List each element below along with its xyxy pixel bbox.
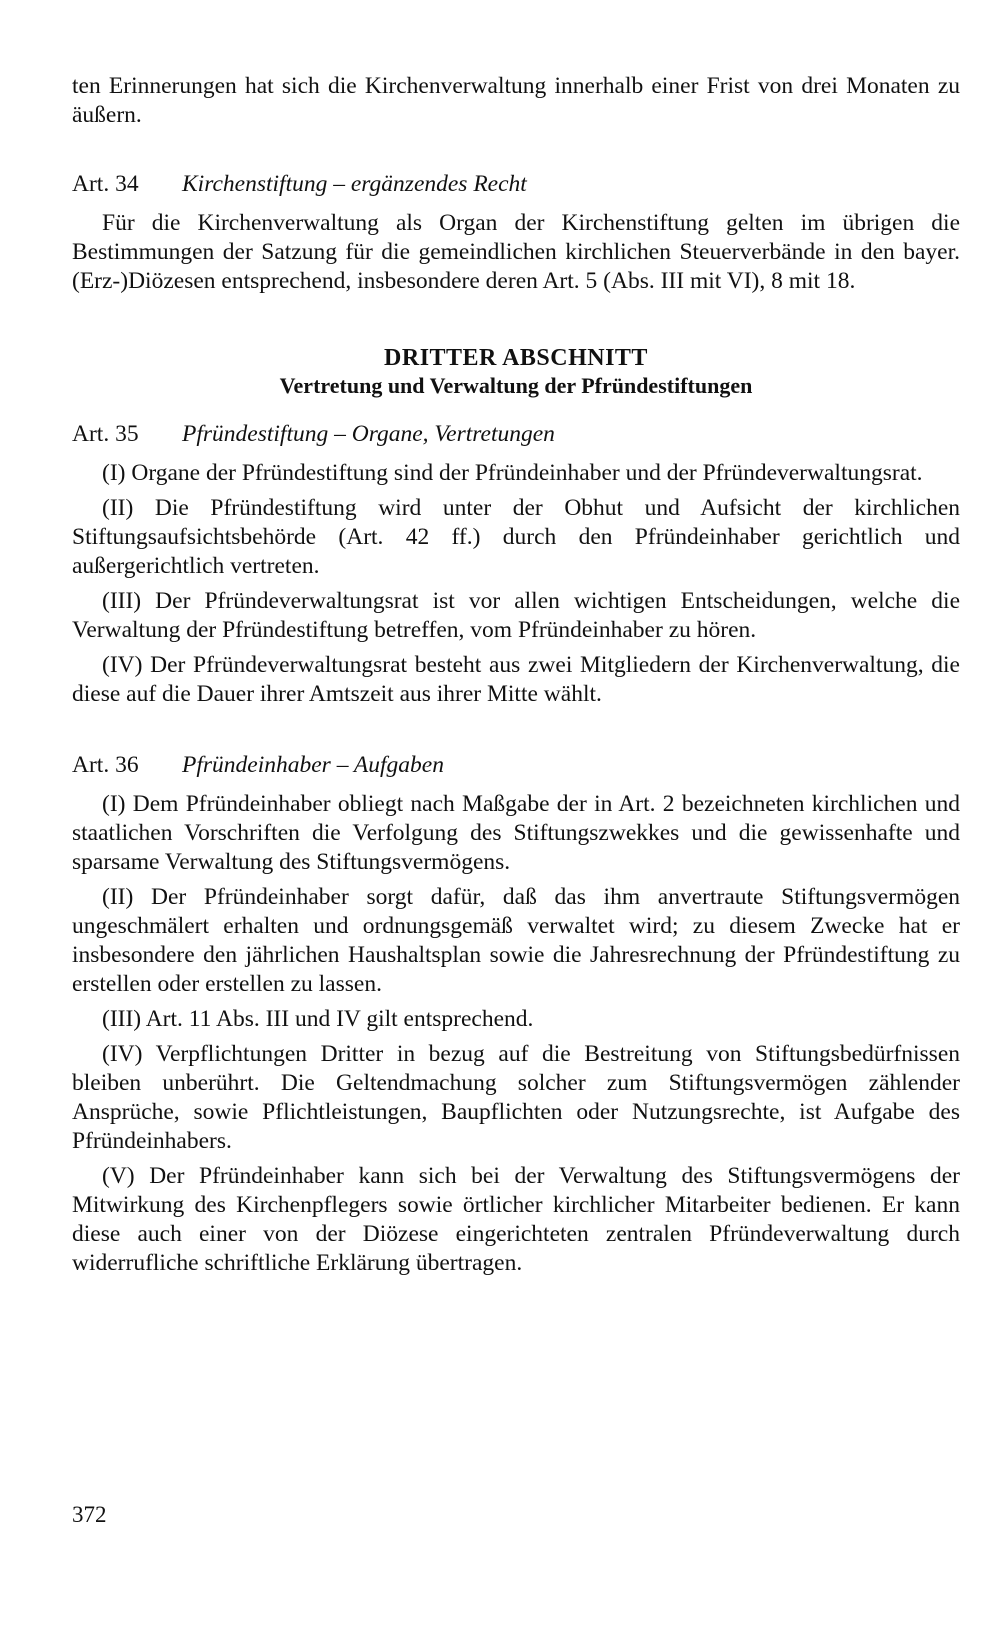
art36-heading bbox=[72, 751, 960, 780]
art36-para-4: (IV) Verpflichtungen Dritter in bezug auf die Bestreitung von Stiftungsbedürfnissen bleiben unberührt. Die Geltendmachung solcher zum Stiftungsvermögen zählender Ansprüche, sowie Pflichtleistungen, Baupflichten oder Nutzungsrechte, ist Aufgabe des Pfründeinhabers. bbox=[72, 1041, 960, 1154]
section-heading bbox=[72, 344, 960, 400]
page-body bbox=[72, 72, 960, 1278]
section-subtitle: Vertretung und Verwaltung der Pfründestiftungen bbox=[279, 373, 753, 398]
intro-paragraph: ten Erinnerungen hat sich die Kirchenverwaltung innerhalb einer Frist von drei Monaten zu äußern. bbox=[72, 73, 960, 128]
art35-heading bbox=[72, 420, 960, 449]
art36-para-1: (I) Dem Pfründeinhaber obliegt nach Maßgabe der in Art. 2 bezeichneten kirchlichen und staatlichen Vorschriften die Verfolgung des Stiftungszwekkes und die gewissenhafte und sparsame Verwaltung des Stiftungsvermögens. bbox=[72, 791, 960, 875]
art34-paragraph: Für die Kirchenverwaltung als Organ der Kirchenstiftung gelten im übrigen die Bestimmungen der Satzung für die gemeindlichen kirchlichen Steuerverbände in den bayer. (Erz-)Diözesen entsprechend, insbesondere deren Art. 5 (Abs. III mit VI), 8 mit 18. bbox=[72, 210, 960, 294]
art36-para-5: (V) Der Pfründeinhaber kann sich bei der Verwaltung des Stiftungsvermögens der Mitwirkung des Kirchenpflegers sowie örtlicher kirchlicher Mitarbeiter bedienen. Er kann diese auch einer von der Diözese eingerichteten zentralen Pfründeverwaltung durch widerrufliche schriftliche Erklärung übertragen. bbox=[72, 1163, 960, 1276]
page-number: 372 bbox=[72, 1502, 107, 1527]
art35-para-2: (II) Die Pfründestiftung wird unter der Obhut und Aufsicht der kirchlichen Stiftungsaufsichtsbehörde (Art. 42 ff.) durch den Pfründeinhaber gerichtlich und außergerichtlich vertreten. bbox=[72, 495, 960, 579]
art35-para-3: (III) Der Pfründeverwaltungsrat ist vor allen wichtigen Entscheidungen, welche die Verwaltung der Pfründestiftung betreffen, vom Pfründeinhaber zu hören. bbox=[72, 588, 960, 643]
art34-heading bbox=[72, 170, 960, 199]
art35-para-1: (I) Organe der Pfründestiftung sind der Pfründeinhaber und der Pfründeverwaltungsrat. bbox=[102, 460, 923, 486]
art36-para-3: (III) Art. 11 Abs. III und IV gilt entsprechend. bbox=[102, 1006, 534, 1032]
art34-number: Art. 34 bbox=[72, 171, 139, 197]
art36-title: Pfründeinhaber – Aufgaben bbox=[182, 752, 444, 778]
art35-para-4: (IV) Der Pfründeverwaltungsrat besteht aus zwei Mitgliedern der Kirchenverwaltung, die diese auf die Dauer ihrer Amtszeit aus ihrer Mitte wählt. bbox=[72, 652, 960, 707]
art36-number: Art. 36 bbox=[72, 752, 139, 778]
section-title: DRITTER ABSCHNITT bbox=[384, 345, 648, 371]
art36-para-2: (II) Der Pfründeinhaber sorgt dafür, daß das ihm anvertraute Stiftungsvermögen ungeschmälert erhalten und ordnungsgemäß verwaltet wird; zu diesem Zwecke hat er insbesondere den jährlichen Haushaltsplan sowie die Jahresrechnung der Pfründestiftung zu erstellen oder erstellen zu lassen. bbox=[72, 884, 960, 997]
art35-title: Pfründestiftung – Organe, Vertretungen bbox=[182, 421, 555, 447]
art35-number: Art. 35 bbox=[72, 421, 139, 447]
art34-title: Kirchenstiftung – ergänzendes Recht bbox=[182, 171, 527, 197]
